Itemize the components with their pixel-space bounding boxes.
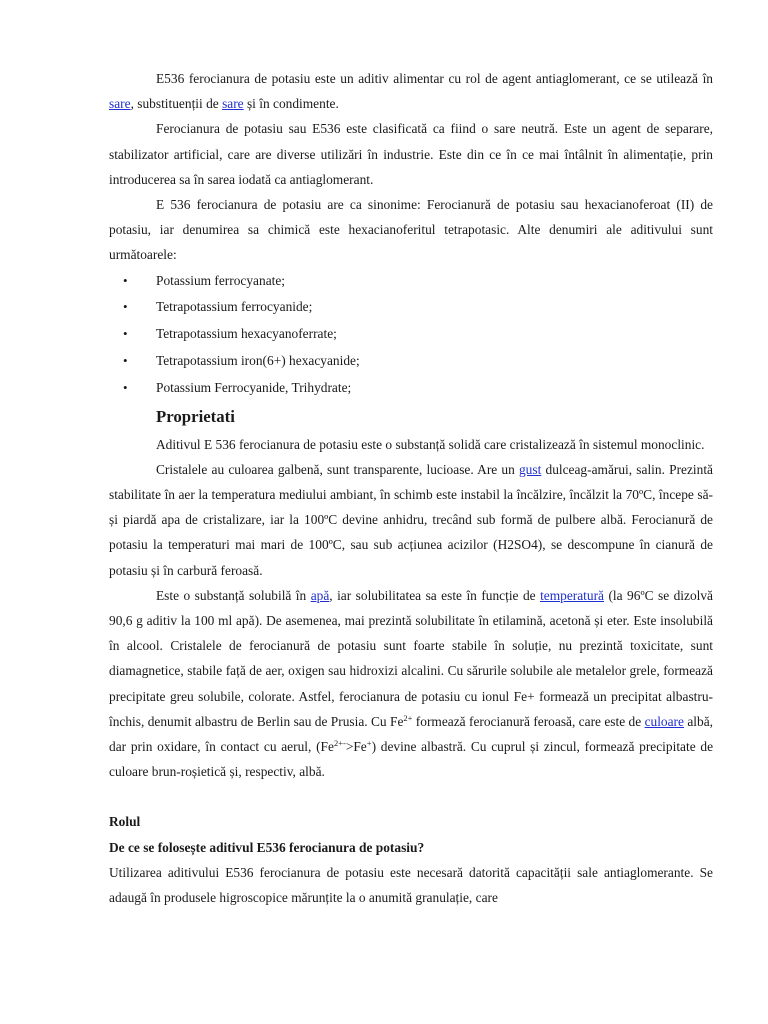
link-temperatura[interactable]: temperatură (540, 587, 605, 603)
link-sare-1[interactable]: sare (109, 96, 131, 112)
bullet-icon: • (123, 326, 128, 342)
bullet-icon: • (123, 379, 128, 395)
properties-paragraph-2: Cristalele au culoarea galbenă, sunt transparente, lucioase. Are un gust dulceag-amărui, salin. Prezintă stabilitate în aer la temperatura mediului ambiant, în schimb este instabil la încălzire, încălzit la 70ºC, începe să-și piardă apa de cristalizare, iar la 100ºC devine anhidru, trecând sub formă de pulbere albă. Ferocianură de potasiu la temperaturi mai mari de 100ºC, sau sub acțiunea acizilor (H2SO4), se descompune în cianură de potasiu și în carbură feroasă. (109, 461, 713, 578)
intro-paragraph-2: Ferocianura de potasiu sau E536 este clasificată ca fiind o sare neutră. Este un agent de separare, stabilizator artificial, care are diverse utilizări în industrie. Este din ce în ce mai întâlnit în alimentație, prin introducerea sa în sarea iodată ca antiaglomerant. (109, 121, 713, 187)
bullet-icon: • (123, 272, 128, 288)
list-item: • Tetrapotassium hexacyanoferrate; (109, 321, 713, 348)
list-item: • Tetrapotassium iron(6+) hexacyanide; (109, 348, 713, 375)
role-paragraph-1: Utilizarea aditivului E536 ferocianura de potasiu este necesară datorită capacității sale antiaglomerante. Se adaugă în produsele higroscopice mărunțite la o anumită granulație, care (109, 864, 713, 906)
link-apa[interactable]: apă (310, 587, 330, 603)
role-question-heading: De ce se folosește aditivul E536 ferocianura de potasiu? (109, 839, 425, 855)
document-body (109, 66, 713, 910)
role-heading: Rolul (109, 814, 141, 830)
intro-paragraph-3: E 536 ferocianura de potasiu are ca sinonime: Ferocianură de potasiu sau hexacianoferoat (II) de potasiu, iar denumirea sa chimică este hexacianoferitul tetrapotasic. Alte denumiri ale aditivului sunt următoarele: (109, 197, 713, 263)
list-item: • Tetrapotassium ferrocyanide; (109, 294, 713, 321)
properties-paragraph-3: Este o substanță solubilă în apă, iar solubilitatea sa este în funcție de temperatură (la 96ºC se dizolvă 90,6 g aditiv la 100 ml apă). De asemenea, mai prezintă solubilitate în etilamină, acetonă și eter. Este insolubilă în alcool. Cristalele de ferocianură de potasiu sunt foarte stabile în soluție, nu prezintă toxicitate, sunt diamagnetice, stabile față de aer, oxigen sau hidroxizi alcalini. Cu sărurile solubile ale metalelor grele, formează precipitate greu solubile, colorate. Astfel, ferocianura de potasiu cu ionul Fe+ formează un precipitat albastru-închis, denumit albastru de Berlin sau de Prusia. Cu $Fe^{2+}$ formează ferocianură feroasă, care este de culoare albă, dar prin oxidare, în contact cu aerul, $(Fe^{2+-}>Fe^+)$ devine albastră. Cu cuprul și zincul, formează precipitate de culoare brun-roșietică și, respectiv, albă. (109, 587, 714, 780)
bullet-icon: • (123, 353, 128, 369)
bullet-icon: • (123, 299, 128, 315)
properties-heading: Proprietati (156, 406, 235, 426)
synonyms-list (109, 268, 713, 402)
list-item: • Potassium Ferrocyanide, Trihydrate; (109, 375, 713, 402)
link-culoare[interactable]: culoare (644, 713, 684, 729)
link-sare-2[interactable]: sare (222, 96, 244, 112)
intro-paragraph-1: E536 ferocianura de potasiu este un aditiv alimentar cu rol de agent antiaglomerant, ce se utilează în sare, substituenții de sare și în condimente. (109, 71, 713, 112)
link-gust[interactable]: gust (518, 461, 542, 477)
list-item: • Potassium ferrocyanate; (109, 268, 713, 295)
properties-paragraph-1: Aditivul E 536 ferocianura de potasiu este o substanță solidă care cristalizează în sistemul monoclinic. (156, 436, 705, 452)
